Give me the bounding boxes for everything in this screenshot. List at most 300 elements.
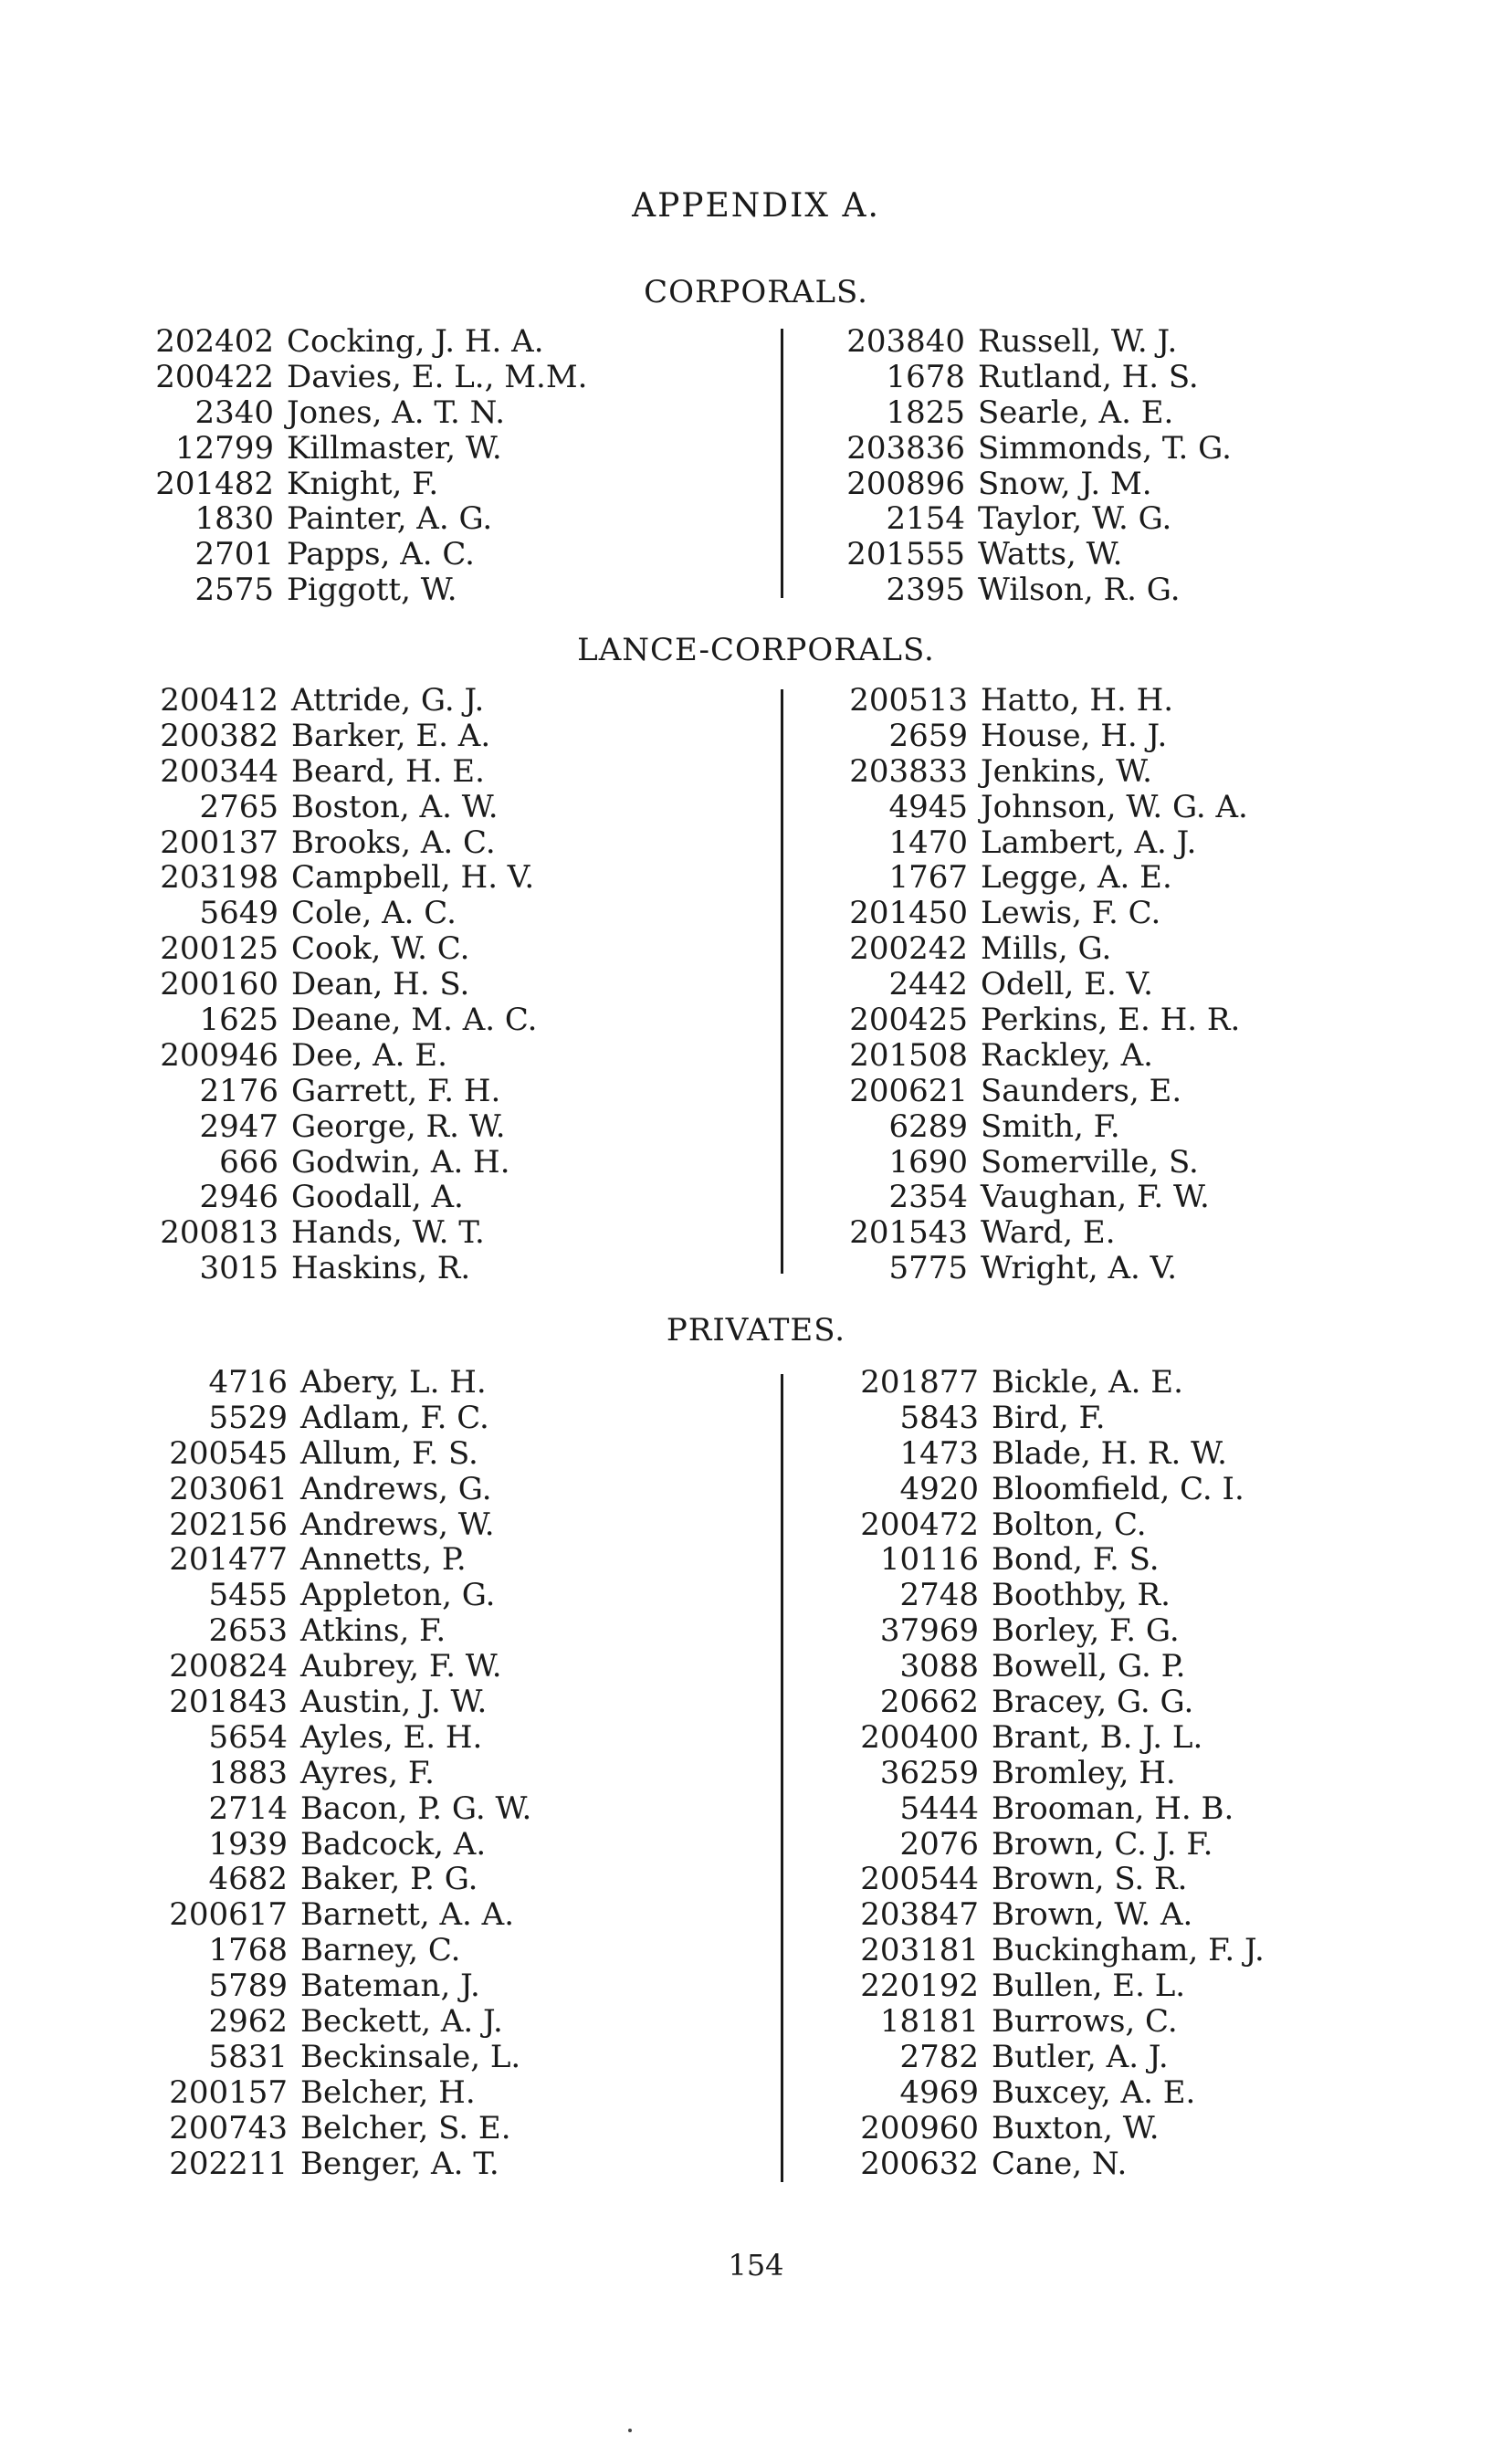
- soldier-name: Jenkins, W.: [981, 752, 1152, 790]
- soldier-name: Bird, F.: [992, 1399, 1106, 1436]
- soldier-name: Buxton, W.: [992, 2109, 1160, 2146]
- soldier-name: Brown, S. R.: [992, 1861, 1188, 1898]
- service-number: 200125: [160, 930, 278, 968]
- service-number: 2701: [194, 536, 274, 573]
- soldier-name: Brown, C. J. F.: [992, 1825, 1213, 1863]
- roll-entry: [164, 1542, 531, 1578]
- soldier-name: Andrews, G.: [300, 1470, 492, 1507]
- service-number: 200157: [169, 2073, 288, 2111]
- service-number: 3088: [899, 1648, 979, 1685]
- page-number: 154: [728, 2248, 784, 2283]
- soldier-name: Andrews, W.: [300, 1506, 495, 1543]
- roll-entry: [164, 1436, 531, 1472]
- roll-entry: [856, 1827, 1265, 1863]
- soldier-name: Goodall, A.: [291, 1179, 464, 1216]
- service-number: 200513: [849, 682, 968, 719]
- soldier-name: Brooman, H. B.: [992, 1790, 1234, 1827]
- roll-entry: [845, 967, 1248, 1002]
- soldier-name: Brant, B. J. L.: [992, 1718, 1203, 1756]
- service-number: 200545: [169, 1434, 288, 1472]
- soldier-name: Bolton, C.: [992, 1506, 1147, 1543]
- soldier-name: Legge, A. E.: [981, 859, 1172, 897]
- soldier-name: Atkins, F.: [300, 1612, 446, 1650]
- roll-entry: [164, 1720, 531, 1756]
- soldier-name: Bateman, J.: [300, 1968, 480, 2005]
- roll-entry: [845, 1109, 1248, 1145]
- service-number: 1825: [886, 394, 965, 431]
- service-number: 201555: [846, 536, 965, 573]
- lance-corporals-divider: [781, 689, 783, 1274]
- roll-entry: [856, 1756, 1265, 1791]
- roll-entry: [155, 1251, 538, 1286]
- service-number: 200472: [860, 1506, 979, 1543]
- soldier-name: Burrows, C.: [992, 2003, 1178, 2041]
- soldier-name: Mills, G.: [981, 930, 1112, 968]
- soldier-name: Hands, W. T.: [291, 1214, 485, 1252]
- service-number: 201477: [169, 1541, 288, 1579]
- soldier-name: Piggott, W.: [287, 572, 457, 609]
- soldier-name: Knight, F.: [287, 465, 439, 502]
- service-number: 1473: [899, 1434, 979, 1472]
- soldier-name: Barnett, A. A.: [300, 1896, 514, 1934]
- roll-entry: [856, 1649, 1265, 1685]
- soldier-name: Barney, C.: [300, 1932, 461, 1969]
- lance-corporals-heading: LANCE-CORPORALS.: [577, 632, 935, 668]
- privates-heading: PRIVATES.: [666, 1312, 846, 1349]
- roll-entry: [856, 1933, 1265, 1968]
- soldier-name: Russell, W. J.: [978, 323, 1178, 360]
- roll-entry: [155, 825, 538, 861]
- roll-entry: [856, 1578, 1265, 1613]
- roll-entry: [164, 1827, 531, 1863]
- roll-entry: [842, 431, 1232, 467]
- service-number: 202156: [169, 1506, 288, 1543]
- service-number: 200425: [849, 1002, 968, 1039]
- soldier-name: Boothby, R.: [992, 1577, 1171, 1614]
- printer-mark: [628, 2429, 632, 2432]
- service-number: 5775: [888, 1250, 968, 1287]
- service-number: 220192: [860, 1968, 979, 2005]
- soldier-name: Davies, E. L., M.M.: [287, 358, 588, 395]
- service-number: 201543: [849, 1214, 968, 1252]
- service-number: 200412: [160, 682, 278, 719]
- service-number: 200382: [160, 717, 278, 754]
- roll-entry: [155, 860, 538, 896]
- soldier-name: Beckett, A. J.: [300, 2003, 503, 2041]
- service-number: 2354: [888, 1179, 968, 1216]
- service-number: 203847: [860, 1896, 979, 1934]
- roll-entry: [856, 2075, 1265, 2111]
- roll-entry: [856, 1365, 1265, 1401]
- soldier-name: Painter, A. G.: [287, 500, 493, 538]
- soldier-name: Searle, A. E.: [978, 394, 1174, 431]
- service-number: 203061: [169, 1470, 288, 1507]
- roll-entry: [155, 1180, 538, 1215]
- soldier-name: Brown, W. A.: [992, 1896, 1193, 1934]
- soldier-name: Austin, J. W.: [300, 1684, 488, 1721]
- service-number: 3015: [199, 1250, 278, 1287]
- soldier-name: Snow, J. M.: [978, 465, 1152, 502]
- service-number: 203833: [849, 752, 968, 790]
- corporals-divider: [781, 329, 783, 598]
- roll-entry: [164, 2075, 531, 2111]
- roll-entry: [842, 467, 1232, 502]
- roll-entry: [164, 1507, 531, 1543]
- service-number: 200137: [160, 824, 278, 861]
- roll-entry: [155, 1002, 538, 1038]
- roll-entry: [845, 825, 1248, 861]
- roll-entry: [155, 1215, 538, 1251]
- service-number: 6289: [888, 1107, 968, 1145]
- soldier-name: Bracey, G. G.: [992, 1684, 1194, 1721]
- soldier-name: Bloomfield, C. I.: [992, 1470, 1244, 1507]
- service-number: 200896: [846, 465, 965, 502]
- roll-entry: [845, 754, 1248, 790]
- roll-entry: [164, 1685, 531, 1720]
- soldier-name: Godwin, A. H.: [291, 1143, 510, 1181]
- roll-entry: [164, 1613, 531, 1649]
- soldier-name: Papps, A. C.: [287, 536, 475, 573]
- corporals-heading: CORPORALS.: [644, 274, 868, 310]
- corporals-right-list: [842, 324, 1232, 608]
- roll-entry: [164, 2040, 531, 2075]
- service-number: 2659: [888, 717, 968, 754]
- service-number: 200813: [160, 1214, 278, 1252]
- soldier-name: Brooks, A. C.: [291, 824, 496, 861]
- service-number: 12799: [174, 429, 274, 467]
- service-number: 200400: [860, 1718, 979, 1756]
- service-number: 2962: [208, 2003, 288, 2041]
- soldier-name: Perkins, E. H. R.: [981, 1002, 1241, 1039]
- privates-left-list: [164, 1365, 531, 2181]
- roll-entry: [845, 1038, 1248, 1074]
- service-number: 1690: [888, 1143, 968, 1181]
- roll-entry: [155, 790, 538, 825]
- service-number: 201450: [849, 895, 968, 932]
- roll-entry: [856, 1401, 1265, 1436]
- soldier-name: Taylor, W. G.: [978, 500, 1172, 538]
- service-number: 201843: [169, 1684, 288, 1721]
- roll-entry: [842, 501, 1232, 537]
- soldier-name: Garrett, F. H.: [291, 1072, 501, 1109]
- roll-entry: [845, 1145, 1248, 1181]
- service-number: 1678: [886, 358, 965, 395]
- lance-corporals-right-list: [845, 683, 1248, 1286]
- service-number: 1830: [194, 500, 274, 538]
- roll-entry: [164, 2146, 531, 2182]
- roll-entry: [155, 1074, 538, 1109]
- service-number: 201508: [849, 1036, 968, 1074]
- roll-entry: [155, 683, 538, 719]
- service-number: 36259: [879, 1754, 979, 1791]
- roll-entry: [155, 1038, 538, 1074]
- service-number: 201877: [860, 1364, 979, 1401]
- service-number: 200632: [860, 2145, 979, 2182]
- roll-entry: [845, 1002, 1248, 1038]
- soldier-name: Bullen, E. L.: [992, 1968, 1186, 2005]
- roll-entry: [164, 1791, 531, 1827]
- soldier-name: Rutland, H. S.: [978, 358, 1199, 395]
- roll-entry: [164, 1649, 531, 1685]
- soldier-name: Vaughan, F. W.: [981, 1179, 1210, 1216]
- roll-entry: [845, 683, 1248, 719]
- service-number: 666: [219, 1143, 278, 1181]
- service-number: 2154: [886, 500, 965, 538]
- soldier-name: Watts, W.: [978, 536, 1123, 573]
- service-number: 5831: [208, 2038, 288, 2075]
- service-number: 5444: [899, 1790, 979, 1827]
- service-number: 5789: [208, 1968, 288, 2005]
- service-number: 2442: [888, 966, 968, 1003]
- soldier-name: Smith, F.: [981, 1107, 1120, 1145]
- service-number: 4716: [208, 1364, 288, 1401]
- soldier-name: Baker, P. G.: [300, 1861, 478, 1898]
- roll-entry: [856, 1472, 1265, 1507]
- roll-entry: [845, 896, 1248, 931]
- soldier-name: Cole, A. C.: [291, 895, 457, 932]
- roll-entry: [856, 1862, 1265, 1897]
- service-number: 4945: [888, 788, 968, 825]
- roll-entry: [164, 1756, 531, 1791]
- soldier-name: Bickle, A. E.: [992, 1364, 1183, 1401]
- service-number: 5529: [208, 1399, 288, 1436]
- roll-entry: [164, 1472, 531, 1507]
- roll-entry: [856, 1507, 1265, 1543]
- service-number: 202211: [169, 2145, 288, 2182]
- service-number: 10116: [879, 1541, 979, 1579]
- roll-entry: [164, 2111, 531, 2146]
- service-number: 203198: [160, 859, 278, 897]
- service-number: 20662: [879, 1684, 979, 1721]
- soldier-name: George, R. W.: [291, 1107, 506, 1145]
- roll-entry: [856, 1613, 1265, 1649]
- soldier-name: Bacon, P. G. W.: [300, 1790, 532, 1827]
- roll-entry: [164, 2004, 531, 2040]
- service-number: 2782: [899, 2038, 979, 2075]
- service-number: 200946: [160, 1036, 278, 1074]
- privates-right-list: [856, 1365, 1265, 2181]
- service-number: 200621: [849, 1072, 968, 1109]
- soldier-name: Saunders, E.: [981, 1072, 1182, 1109]
- soldier-name: Campbell, H. V.: [291, 859, 535, 897]
- soldier-name: Benger, A. T.: [300, 2145, 499, 2182]
- soldier-name: Bromley, H.: [992, 1754, 1176, 1791]
- roll-entry: [856, 1791, 1265, 1827]
- roll-entry: [845, 790, 1248, 825]
- roll-entry: [845, 719, 1248, 754]
- roll-entry: [151, 537, 587, 572]
- soldier-name: Annetts, P.: [300, 1541, 467, 1579]
- soldier-name: Barker, E. A.: [291, 717, 491, 754]
- service-number: 5654: [208, 1718, 288, 1756]
- roll-entry: [845, 1251, 1248, 1286]
- soldier-name: Adlam, F. C.: [300, 1399, 489, 1436]
- soldier-name: Allum, F. S.: [300, 1434, 478, 1472]
- soldier-name: Beckinsale, L.: [300, 2038, 521, 2075]
- soldier-name: Hatto, H. H.: [981, 682, 1174, 719]
- service-number: 2765: [199, 788, 278, 825]
- service-number: 202402: [155, 323, 274, 360]
- service-number: 5649: [199, 895, 278, 932]
- service-number: 1470: [888, 824, 968, 861]
- soldier-name: Ward, E.: [981, 1214, 1116, 1252]
- soldier-name: Jones, A. T. N.: [287, 394, 506, 431]
- roll-entry: [155, 754, 538, 790]
- soldier-name: Lambert, A. J.: [981, 824, 1197, 861]
- roll-entry: [856, 2004, 1265, 2040]
- roll-entry: [155, 719, 538, 754]
- soldier-name: Butler, A. J.: [992, 2038, 1169, 2075]
- service-number: 18181: [879, 2003, 979, 2041]
- service-number: 2748: [899, 1577, 979, 1614]
- roll-entry: [845, 1074, 1248, 1109]
- roll-entry: [856, 1897, 1265, 1933]
- roll-entry: [151, 395, 587, 431]
- roll-entry: [856, 1968, 1265, 2004]
- roll-entry: [856, 1436, 1265, 1472]
- soldier-name: Appleton, G.: [300, 1577, 496, 1614]
- soldier-name: Somerville, S.: [981, 1143, 1199, 1181]
- roll-entry: [151, 572, 587, 608]
- soldier-name: Borley, F. G.: [992, 1612, 1180, 1650]
- soldier-name: Belcher, S. E.: [300, 2109, 511, 2146]
- roll-entry: [164, 1897, 531, 1933]
- soldier-name: Odell, E. V.: [981, 966, 1153, 1003]
- privates-divider: [781, 1374, 783, 2182]
- service-number: 4920: [899, 1470, 979, 1507]
- soldier-name: Wilson, R. G.: [978, 572, 1181, 609]
- service-number: 1767: [888, 859, 968, 897]
- service-number: 203840: [846, 323, 965, 360]
- soldier-name: Deane, M. A. C.: [291, 1002, 538, 1039]
- roll-entry: [845, 1215, 1248, 1251]
- roll-entry: [842, 360, 1232, 395]
- soldier-name: Rackley, A.: [981, 1036, 1153, 1074]
- roll-entry: [856, 2146, 1265, 2182]
- service-number: 1768: [208, 1932, 288, 1969]
- service-number: 200544: [860, 1861, 979, 1898]
- soldier-name: Ayres, F.: [300, 1754, 435, 1791]
- service-number: 2947: [199, 1107, 278, 1145]
- service-number: 200824: [169, 1648, 288, 1685]
- service-number: 5455: [208, 1577, 288, 1614]
- soldier-name: Buxcey, A. E.: [992, 2073, 1196, 2111]
- service-number: 2176: [199, 1072, 278, 1109]
- service-number: 200422: [155, 358, 274, 395]
- roll-entry: [164, 1862, 531, 1897]
- roll-entry: [856, 1542, 1265, 1578]
- soldier-name: Simmonds, T. G.: [978, 429, 1232, 467]
- roll-entry: [845, 931, 1248, 967]
- roll-entry: [164, 1578, 531, 1613]
- soldier-name: Blade, H. R. W.: [992, 1434, 1227, 1472]
- service-number: 2714: [208, 1790, 288, 1827]
- service-number: 2653: [208, 1612, 288, 1650]
- roll-entry: [151, 324, 587, 360]
- soldier-name: Abery, L. H.: [300, 1364, 487, 1401]
- service-number: 200344: [160, 752, 278, 790]
- service-number: 200242: [849, 930, 968, 968]
- service-number: 203836: [846, 429, 965, 467]
- service-number: 2340: [194, 394, 274, 431]
- roll-entry: [164, 1968, 531, 2004]
- soldier-name: Buckingham, F. J.: [992, 1932, 1265, 1969]
- service-number: 4682: [208, 1861, 288, 1898]
- roll-entry: [842, 324, 1232, 360]
- roll-entry: [151, 467, 587, 502]
- service-number: 201482: [155, 465, 274, 502]
- soldier-name: House, H. J.: [981, 717, 1168, 754]
- roll-entry: [155, 1145, 538, 1181]
- service-number: 4969: [899, 2073, 979, 2111]
- roll-entry: [155, 967, 538, 1002]
- service-number: 5843: [899, 1399, 979, 1436]
- soldier-name: Beard, H. E.: [291, 752, 485, 790]
- soldier-name: Cane, N.: [992, 2145, 1128, 2182]
- soldier-name: Ayles, E. H.: [300, 1718, 483, 1756]
- page-title: APPENDIX A.: [632, 187, 880, 225]
- soldier-name: Wright, A. V.: [981, 1250, 1178, 1287]
- roll-entry: [155, 896, 538, 931]
- roll-entry: [856, 2040, 1265, 2075]
- roll-entry: [856, 1720, 1265, 1756]
- soldier-name: Haskins, R.: [291, 1250, 471, 1287]
- roll-entry: [856, 1685, 1265, 1720]
- service-number: 1939: [208, 1825, 288, 1863]
- soldier-name: Attride, G. J.: [291, 682, 485, 719]
- roll-entry: [842, 572, 1232, 608]
- roll-entry: [151, 431, 587, 467]
- roll-entry: [164, 1365, 531, 1401]
- service-number: 1883: [208, 1754, 288, 1791]
- service-number: 37969: [879, 1612, 979, 1650]
- roll-entry: [842, 395, 1232, 431]
- roll-entry: [155, 931, 538, 967]
- soldier-name: Killmaster, W.: [287, 429, 502, 467]
- soldier-name: Lewis, F. C.: [981, 895, 1161, 932]
- service-number: 200960: [860, 2109, 979, 2146]
- roll-entry: [151, 360, 587, 395]
- service-number: 2076: [899, 1825, 979, 1863]
- soldier-name: Johnson, W. G. A.: [981, 788, 1248, 825]
- roll-entry: [155, 1109, 538, 1145]
- soldier-name: Aubrey, F. W.: [300, 1648, 502, 1685]
- soldier-name: Boston, A. W.: [291, 788, 499, 825]
- service-number: 2575: [194, 572, 274, 609]
- lance-corporals-left-list: [155, 683, 538, 1286]
- corporals-left-list: [151, 324, 587, 608]
- soldier-name: Badcock, A.: [300, 1825, 487, 1863]
- soldier-name: Bond, F. S.: [992, 1541, 1160, 1579]
- soldier-name: Dee, A. E.: [291, 1036, 447, 1074]
- service-number: 2395: [886, 572, 965, 609]
- roll-entry: [164, 1401, 531, 1436]
- roll-entry: [845, 860, 1248, 896]
- soldier-name: Cook, W. C.: [291, 930, 470, 968]
- soldier-name: Dean, H. S.: [291, 966, 470, 1003]
- service-number: 200160: [160, 966, 278, 1003]
- roll-entry: [842, 537, 1232, 572]
- roll-entry: [164, 1933, 531, 1968]
- roll-entry: [151, 501, 587, 537]
- service-number: 2946: [199, 1179, 278, 1216]
- service-number: 1625: [199, 1002, 278, 1039]
- soldier-name: Cocking, J. H. A.: [287, 323, 544, 360]
- roll-entry: [845, 1180, 1248, 1215]
- roll-entry: [856, 2111, 1265, 2146]
- service-number: 200743: [169, 2109, 288, 2146]
- soldier-name: Bowell, G. P.: [992, 1648, 1186, 1685]
